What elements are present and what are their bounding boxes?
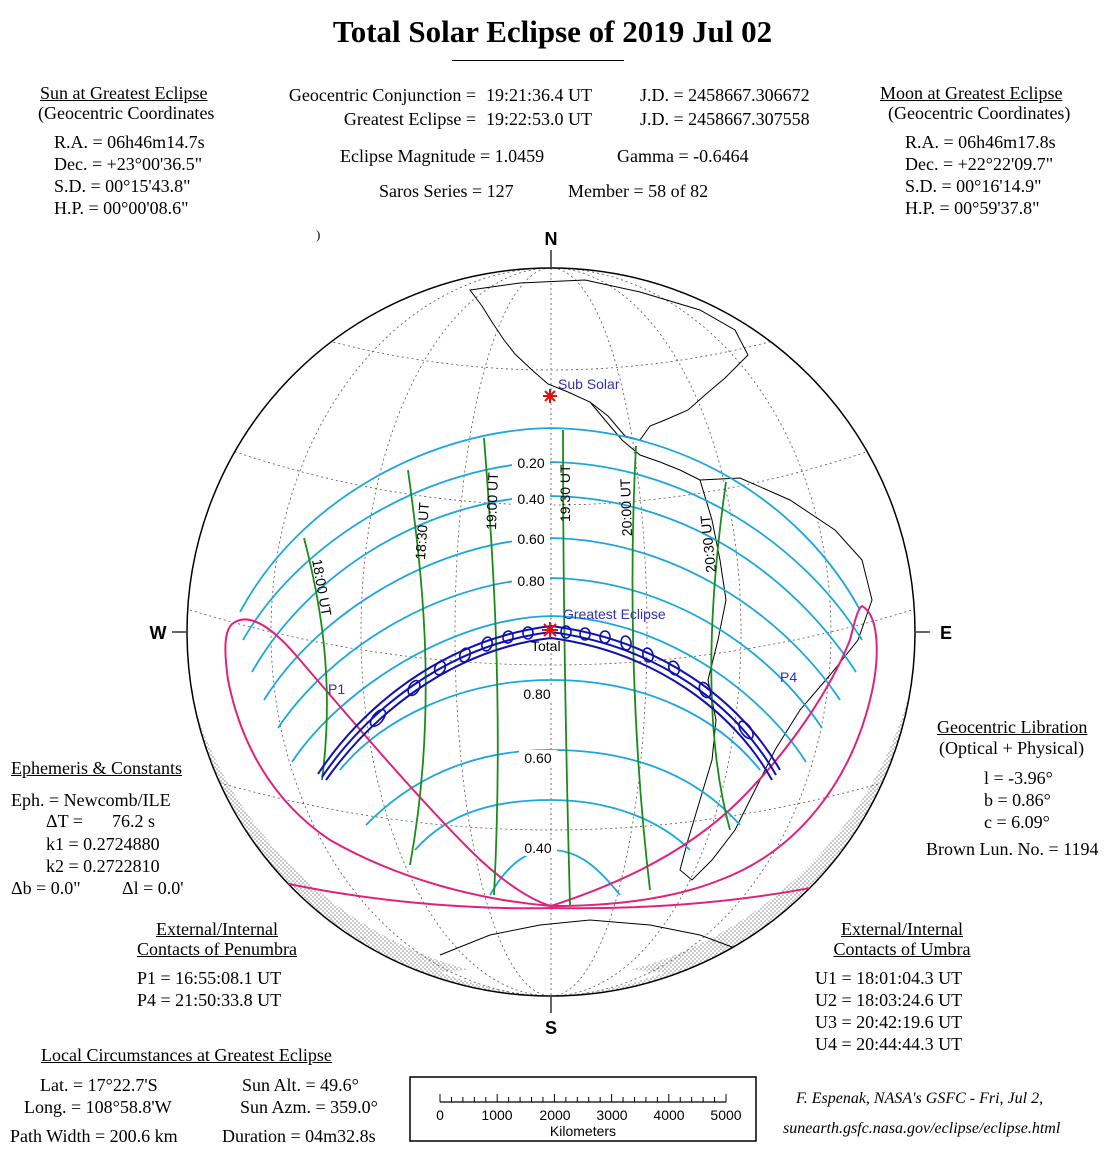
libration-c: c = 6.09°	[984, 812, 1050, 832]
saros-series: Saros Series = 127	[379, 181, 514, 201]
umbra-u4: U4 = 20:44:44.3 UT	[815, 1034, 963, 1054]
magnitude-label: 0.60	[517, 531, 545, 547]
sub-solar-marker	[543, 389, 557, 403]
penumbra-p1: P1 = 16:55:08.1 UT	[137, 968, 282, 988]
credit-url: sunearth.gsfc.nasa.gov/eclipse/eclipse.html	[783, 1120, 1061, 1137]
moon-dec: Dec. = +22°22'09.7"	[905, 154, 1054, 174]
magnitude-label: 0.40	[517, 491, 545, 507]
scale-tick-label: 4000	[653, 1107, 685, 1123]
scale-bar	[410, 1077, 756, 1141]
scale-tick-label: 5000	[710, 1107, 742, 1123]
scale-tick-label: 1000	[481, 1107, 513, 1123]
libration-l: l = -3.96°	[984, 768, 1053, 788]
sun-subheading: (Geocentric Coordinates	[38, 103, 215, 123]
sun-ra: R.A. = 06h46m14.7s	[54, 132, 205, 152]
greatest-eclipse-label: Greatest Eclipse =	[343, 109, 476, 129]
stray-mark: )	[316, 227, 321, 242]
magnitude-label: 0.80	[517, 573, 545, 589]
greatest-eclipse-time: 19:22:53.0 UT	[486, 109, 592, 129]
local-duration: Duration = 04m32.8s	[222, 1126, 376, 1146]
umbra-u1: U1 = 18:01:04.3 UT	[815, 968, 963, 988]
magnitude-labels	[512, 454, 557, 856]
scale-tick-label: 0	[436, 1107, 444, 1123]
penumbra-heading-2: Contacts of Penumbra	[137, 939, 297, 959]
compass-n: N	[544, 229, 558, 249]
ephemeris-db: Δb = 0.0"	[11, 878, 81, 898]
local-sun-azm: Sun Azm. = 359.0°	[240, 1097, 378, 1117]
time-label: 19:30 UT	[557, 464, 573, 522]
magnitude-line	[243, 462, 862, 640]
sun-hp: H.P. = 00°00'08.6"	[54, 198, 189, 218]
umbra-u2: U2 = 18:03:24.6 UT	[815, 990, 963, 1010]
p1-label: P1	[328, 681, 346, 697]
scale-tick-label: 3000	[596, 1107, 628, 1123]
brown-lunation: Brown Lun. No. = 1194	[926, 839, 1099, 859]
local-heading: Local Circumstances at Greatest Eclipse	[41, 1045, 332, 1065]
ephemeris-k1: k1 = 0.2724880	[46, 834, 160, 854]
umbra-ellipse	[480, 636, 493, 652]
local-sun-alt: Sun Alt. = 49.6°	[242, 1075, 359, 1095]
compass-s: S	[544, 1018, 558, 1038]
sun-heading: Sun at Greatest Eclipse	[40, 83, 208, 103]
ephemeris-heading: Ephemeris & Constants	[11, 758, 182, 778]
conjunction-label: Geocentric Conjunction =	[288, 85, 476, 105]
ephemeris-eph: Eph. = Newcomb/ILE	[11, 790, 171, 810]
ephemeris-dl: Δl = 0.0'	[122, 878, 184, 898]
saros-member: Member = 58 of 82	[568, 181, 709, 201]
moon-ra: R.A. = 06h46m17.8s	[905, 132, 1056, 152]
north-america-outline	[470, 280, 748, 440]
ephemeris-dt-label: ΔT =	[46, 811, 83, 831]
ephemeris-k2: k2 = 0.2722810	[46, 856, 160, 876]
greatest-eclipse-marker	[542, 622, 558, 638]
scale-tick-label: 2000	[539, 1107, 571, 1123]
time-label: 20:00 UT	[616, 478, 635, 537]
time-line	[633, 446, 650, 890]
ephemeris-dt-value: 76.2 s	[112, 811, 156, 831]
gamma: Gamma = -0.6464	[617, 146, 749, 166]
moon-subheading: (Geocentric Coordinates)	[888, 103, 1071, 123]
libration-subheading: (Optical + Physical)	[939, 738, 1085, 758]
moon-hp: H.P. = 00°59'37.8"	[905, 198, 1040, 218]
credit-line-1: F. Espenak, NASA's GSFC - Fri, Jul 2,	[796, 1090, 1044, 1107]
magnitude-label: 0.40	[524, 840, 552, 856]
sub-solar-label: Sub Solar	[558, 376, 620, 392]
time-label: 18:30 UT	[412, 501, 433, 561]
time-label: 20:30 UT	[697, 514, 719, 574]
local-lat: Lat. = 17°22.7'S	[40, 1075, 158, 1095]
umbra-heading-1: External/Internal	[841, 919, 963, 939]
moon-heading: Moon at Greatest Eclipse	[880, 83, 1063, 103]
compass-e: E	[939, 623, 953, 643]
libration-b: b = 0.86°	[984, 790, 1051, 810]
moon-sd: S.D. = 00°16'14.9"	[905, 176, 1042, 196]
eclipse-magnitude: Eclipse Magnitude = 1.0459	[340, 146, 545, 166]
p4-label: P4	[780, 669, 798, 685]
greatest-eclipse-jd: J.D. = 2458667.307558	[640, 109, 810, 129]
compass-w: W	[149, 623, 167, 643]
penumbra-p4: P4 = 21:50:33.8 UT	[137, 990, 282, 1010]
greatest-eclipse-label: Greatest Eclipse	[563, 606, 666, 622]
total-label: Total	[531, 638, 561, 654]
local-long: Long. = 108°58.8'W	[24, 1097, 172, 1117]
sun-dec: Dec. = +23°00'36.5"	[54, 154, 203, 174]
scale-unit-label: Kilometers	[549, 1123, 617, 1139]
magnitude-label: 0.60	[524, 750, 552, 766]
magnitude-label: 0.20	[517, 455, 545, 471]
sun-sd: S.D. = 00°15'43.8"	[54, 176, 191, 196]
umbra-ellipse	[502, 630, 514, 644]
libration-heading: Geocentric Libration	[937, 717, 1088, 737]
conjunction-jd: J.D. = 2458667.306672	[640, 85, 810, 105]
page-title: Total Solar Eclipse of 2019 Jul 02	[332, 14, 773, 49]
penumbra-heading-1: External/Internal	[156, 919, 278, 939]
local-path-width: Path Width = 200.6 km	[10, 1126, 178, 1146]
magnitude-label: 0.80	[523, 686, 551, 702]
time-label: 19:00 UT	[483, 471, 502, 531]
umbra-heading-2: Contacts of Umbra	[833, 939, 971, 959]
umbra-u3: U3 = 20:42:19.6 UT	[815, 1012, 963, 1032]
magnitude-line	[264, 538, 840, 700]
time-label: 18:00 UT	[309, 557, 335, 618]
conjunction-time: 19:21:36.4 UT	[486, 85, 592, 105]
